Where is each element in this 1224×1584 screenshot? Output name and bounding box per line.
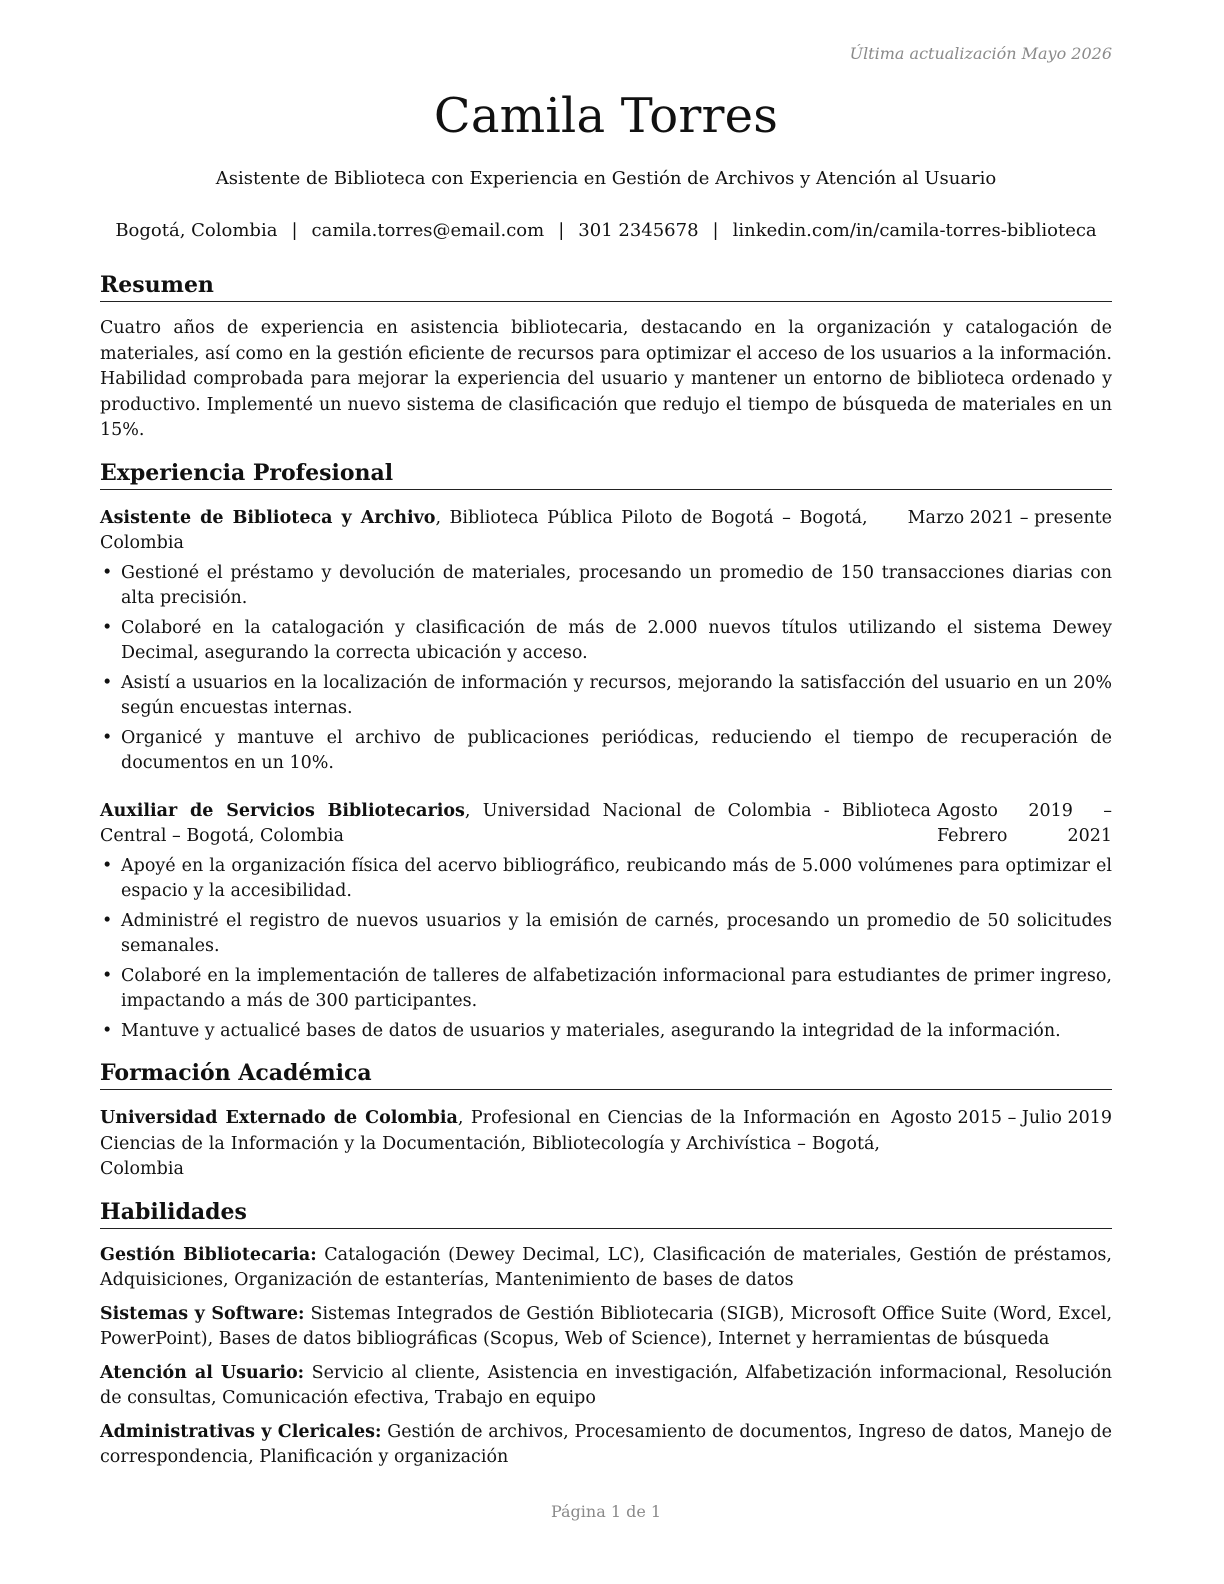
skills-section [100,1197,1112,1471]
skill-label: Sistemas y Software: [100,1303,305,1324]
headline: Asistente de Biblioteca con Experiencia en Gestión de Archivos y Atención al Usuario [215,168,997,189]
job-role: Auxiliar de Servicios Bibliotecarios [100,800,465,821]
skill-text: Gestión de archivos, Procesamiento de documentos, Ingreso de datos, Manejo de correspondencia, Planificación y organización [100,1421,1113,1467]
skills-list [100,1243,1112,1471]
job-dates: Marzo 2021 – presente [907,507,1112,528]
contact-separator: | [558,220,565,241]
job-header [100,506,1112,557]
education-detail: , Profesional en Ciencias de la Información en Ciencias de la Información y la Documentación, Bibliotecología y Archivística – Bogotá, Colombia [100,1108,880,1179]
contact-separator: | [291,220,298,241]
skill-item [100,1243,1112,1294]
list-item: • Organicé y mantuve el archivo de publicaciones periódicas, reduciendo el tiempo de recuperación de documentos en un 10%. [100,726,1112,777]
contact-location: Bogotá, Colombia [115,220,278,241]
job-entry [100,799,1112,1045]
section-title: Formación Académica [100,1058,1112,1090]
job-title-line [100,506,868,557]
job-title-line [100,799,931,850]
skill-text: Sistemas Integrados de Gestión Bibliotecaria (SIGB), Microsoft Office Suite (Word, Excel, PowerPoint), Bases de datos bibliográficas (Scopus, Web of Science), Internet y herramientas de búsqueda [100,1303,1113,1349]
skill-item [100,1361,1112,1412]
skill-label: Gestión Bibliotecaria: [100,1244,317,1265]
skill-text: Catalogación (Dewey Decimal, LC), Clasificación de materiales, Gestión de préstamos, Adquisiciones, Organización de estanterías, Mantenimiento de bases de datos [100,1244,1112,1290]
skill-label: Atención al Usuario: [100,1362,305,1383]
contact-separator: | [712,220,719,241]
list-item: • Asistí a usuarios en la localización de información y recursos, mejorando la satisfacción del usuario en un 20% según encuestas internas. [100,671,1112,722]
skill-item [100,1420,1112,1471]
skill-label: Administrativas y Clericales: [100,1421,382,1442]
skill-text: Servicio al cliente, Asistencia en investigación, Alfabetización informacional, Resolución de consultas, Comunicación efectiva, Trabajo en equipo [100,1362,1112,1408]
list-item: • Mantuve y actualicé bases de datos de usuarios y materiales, asegurando la integridad de la información. [100,1019,1112,1045]
job-role: Asistente de Biblioteca y Archivo [100,507,436,528]
list-item: • Colaboré en la implementación de talleres de alfabetización informacional para estudiantes de primer ingreso, impactando a más de 300 participantes. [100,964,1112,1015]
job-bullets [100,561,1112,777]
contact-phone[interactable]: 301 2345678 [578,220,699,241]
education-entry [100,1106,1112,1183]
job-org: , Universidad Nacional de Colombia - Biblioteca Central – Bogotá, Colombia [100,800,931,846]
section-title: Resumen [100,270,1112,302]
job-dates: Agosto 2019 – Febrero 2021 [937,800,1112,846]
contact-linkedin[interactable]: linkedin.com/in/camila-torres-biblioteca [732,220,1097,241]
education-section [100,1058,1112,1183]
job-bullets [100,854,1112,1045]
education-dates: Agosto 2015 – Julio 2019 [890,1108,1112,1128]
list-item: • Colaboré en la catalogación y clasificación de más de 2.000 nuevos títulos utilizando el sistema Dewey Decimal, asegurando la correcta ubicación y acceso. [100,616,1112,667]
summary-section [100,270,1112,444]
education-line [100,1106,880,1183]
resume-content [100,270,1112,1485]
section-title: Habilidades [100,1197,1112,1229]
job-org: , Biblioteca Pública Piloto de Bogotá – Bogotá, Colombia [100,507,868,553]
list-item: • Apoyé en la organización física del acervo bibliográfico, reubicando más de 5.000 volúmenes para optimizar el espacio y la accesibilidad. [100,854,1112,905]
section-title: Experiencia Profesional [100,458,1112,490]
job-header [100,799,1112,850]
skill-item [100,1302,1112,1353]
experience-section [100,458,1112,1045]
list-item: • Gestioné el préstamo y devolución de materiales, procesando un promedio de 150 transacciones diarias con alta precisión. [100,561,1112,612]
job-entry [100,506,1112,777]
page-number: Página 1 de 1 [550,1502,662,1521]
education-header [100,1106,1112,1183]
candidate-name: Camila Torres [433,88,779,144]
education-school: Universidad Externado de Colombia [100,1108,458,1128]
contact-email[interactable]: camila.torres@email.com [311,220,545,241]
last-updated: Última actualización Mayo 2026 [849,44,1112,63]
contact-line [100,220,1112,241]
list-item: • Administré el registro de nuevos usuarios y la emisión de carnés, procesando un promedio de 50 solicitudes semanales. [100,909,1112,960]
summary-text: Cuatro años de experiencia en asistencia bibliotecaria, destacando en la organización y catalogación de materiales, así como en la gestión eficiente de recursos para optimizar el acceso de los usuarios a la información. Habilidad comprobada para mejorar la experiencia del usuario y mantener un entorno de biblioteca ordenado y productivo. Implementé un nuevo sistema de clasificación que redujo el tiempo de búsqueda de materiales en un 15%. [100,318,1112,440]
